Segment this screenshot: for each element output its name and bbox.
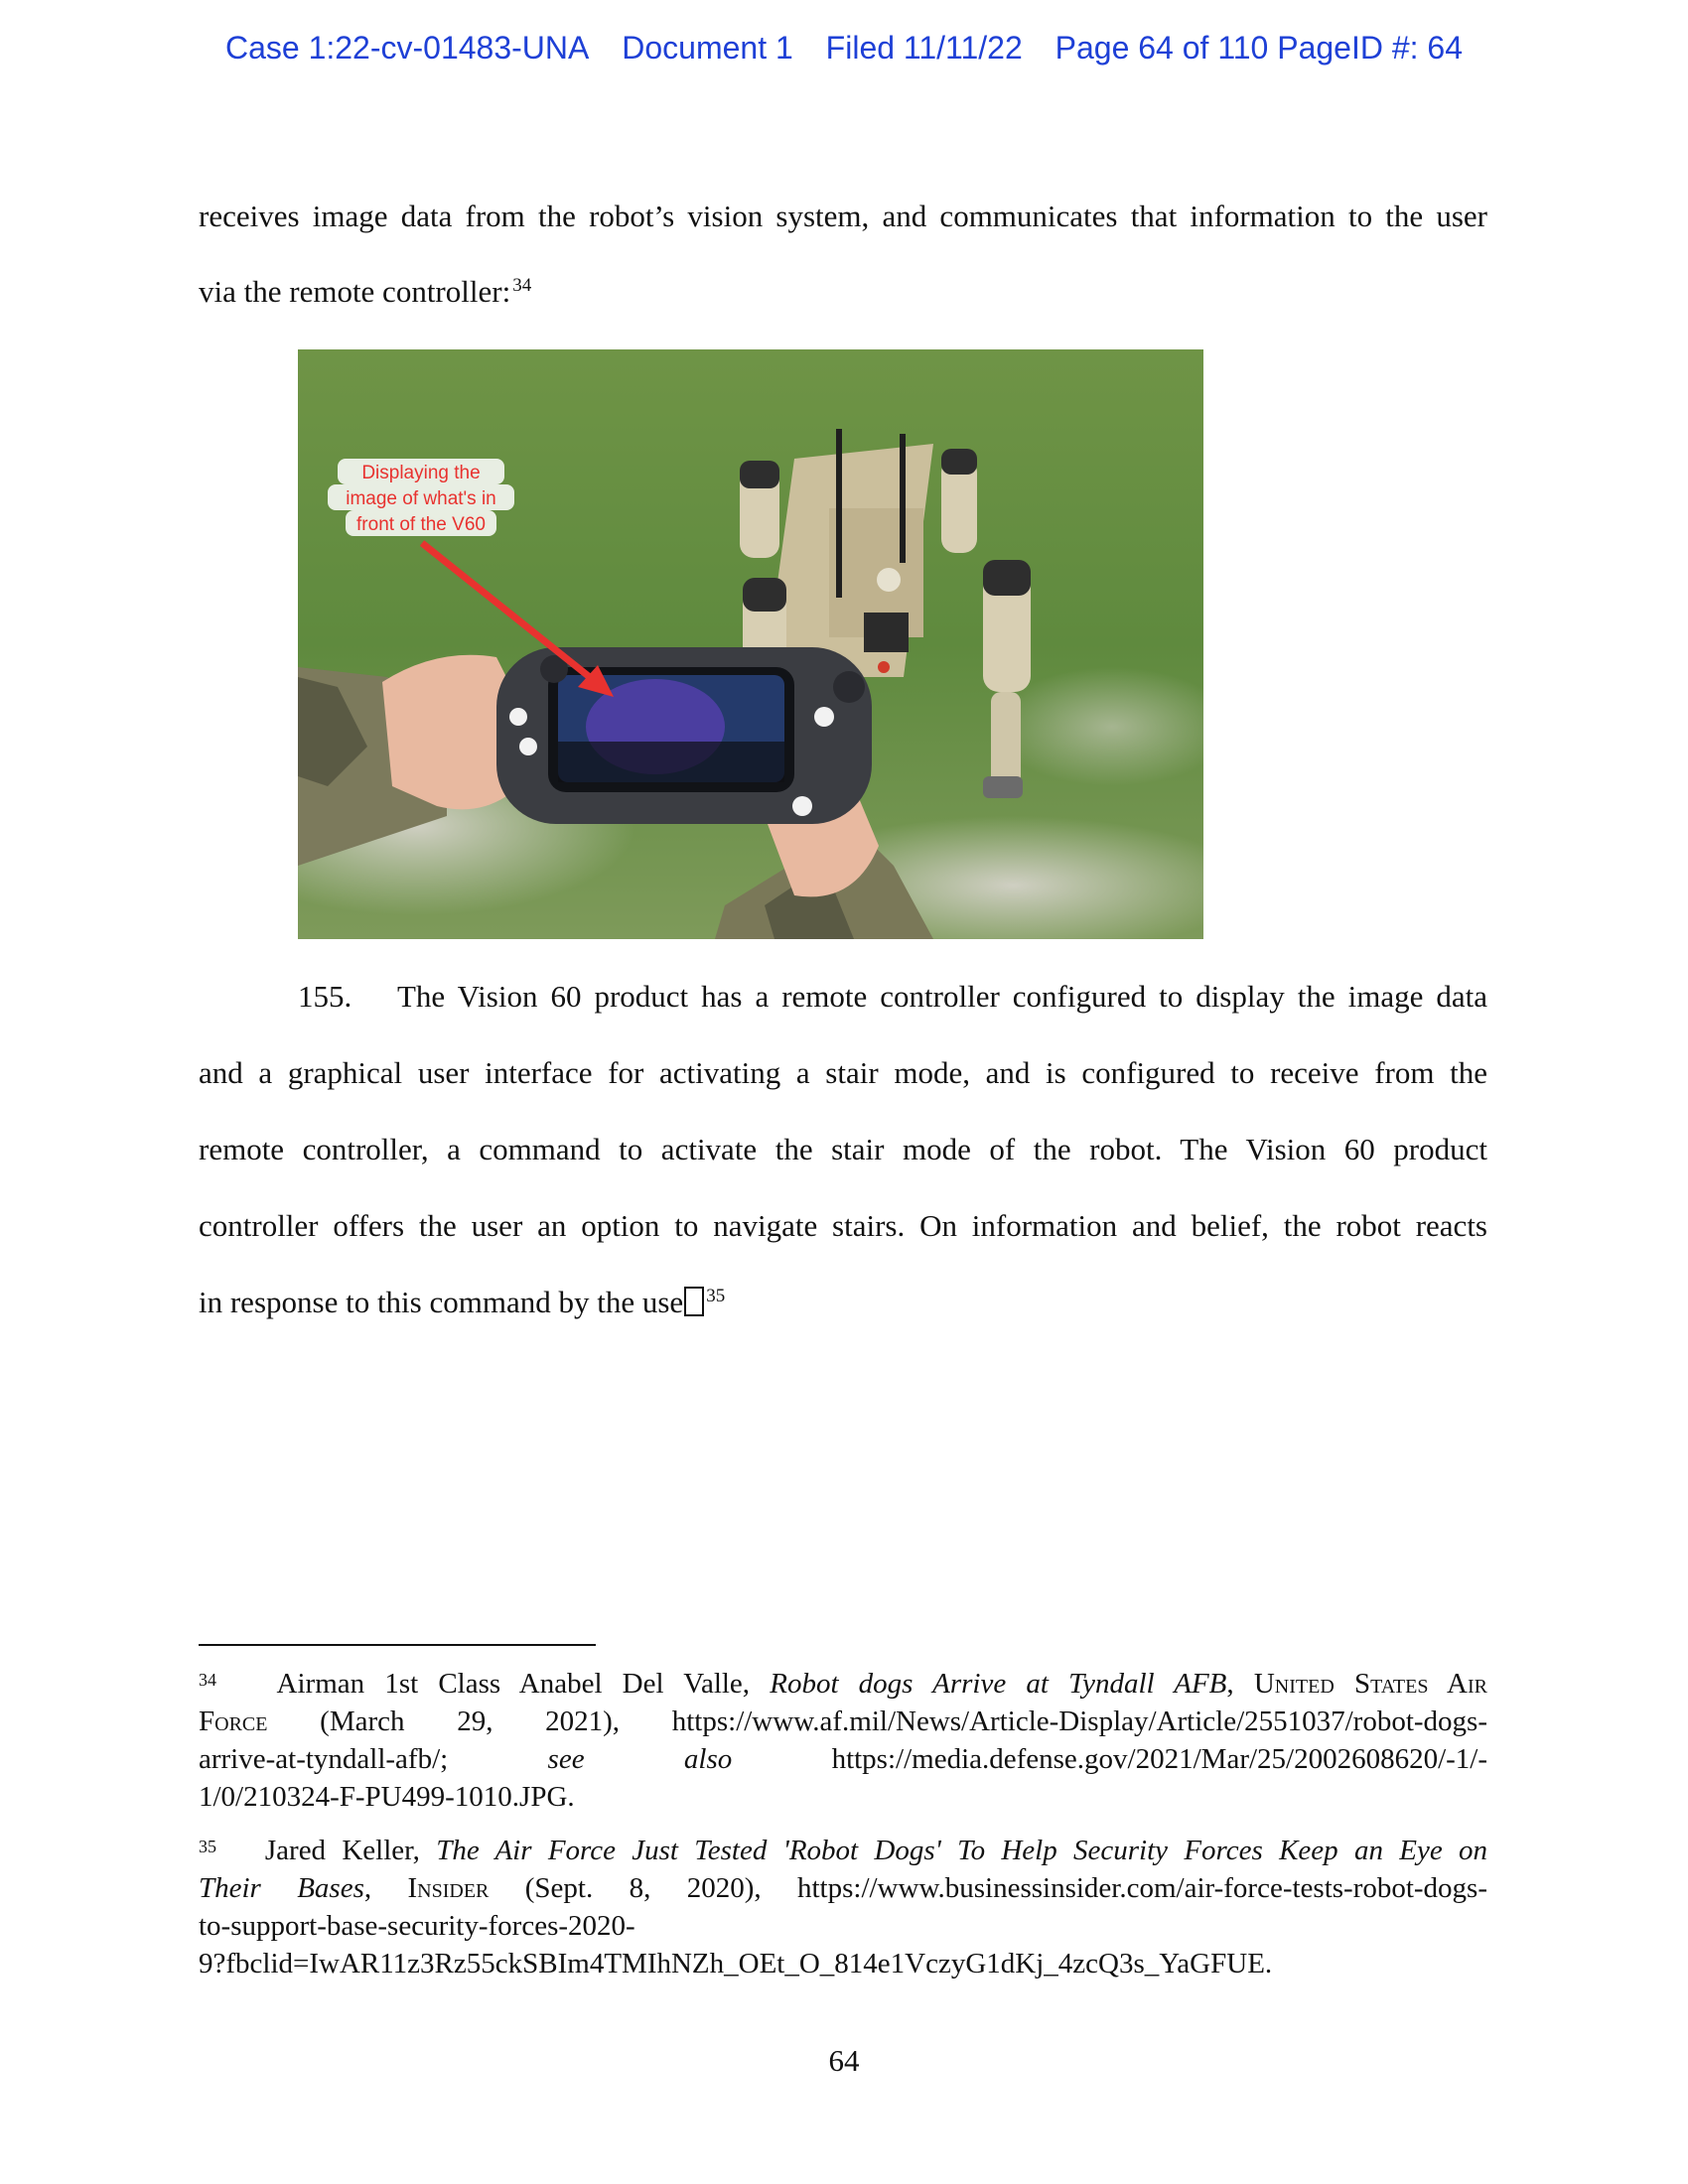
footnote-35-title-cont: Their Bases bbox=[199, 1872, 364, 1904]
missing-glyph-box bbox=[684, 1287, 704, 1316]
footnote-35-url[interactable]: (Sept. 8, 2020), https://www.businessinsider.com/air-force-tests-robot-dogs- bbox=[489, 1872, 1488, 1904]
footnote-34-also: also bbox=[683, 1743, 733, 1775]
footnote-34-line-1 bbox=[199, 1666, 1487, 1702]
footnote-34-title: Robot dogs Arrive at Tyndall AFB bbox=[770, 1668, 1227, 1700]
paragraph-155-line-4: controller offers the user an option to navigate stairs. On information and belief, the robot reacts bbox=[199, 1208, 1487, 1243]
paragraph-155-line-3: remote controller, a command to activate the stair mode of the robot. The Vision 60 product bbox=[199, 1132, 1487, 1166]
intro-line-1: receives image data from the robot’s vision system, and communicates that information to the user bbox=[199, 199, 1487, 233]
footnote-34-url-1-cont[interactable]: arrive-at-tyndall-afb/; bbox=[199, 1743, 449, 1775]
footnote-35-number: 35 bbox=[199, 1837, 216, 1856]
page-id: Page 64 of 110 PageID #: 64 bbox=[1055, 30, 1464, 66]
footnote-34-line-4[interactable]: 1/0/210324-F-PU499-1010.JPG. bbox=[199, 1781, 575, 1813]
footnote-34-number: 34 bbox=[199, 1670, 216, 1690]
footnote-34-line-2 bbox=[199, 1704, 1487, 1739]
case-number: Case 1:22-cv-01483-UNA bbox=[224, 30, 590, 66]
remote-controller bbox=[496, 647, 872, 824]
footnote-35-title: The Air Force Just Tested 'Robot Dogs' To Help Security Forces Keep an Eye on bbox=[436, 1835, 1487, 1866]
annotation-line-3: front of the V60 bbox=[356, 514, 486, 535]
footnote-34-author: Airman 1st Class Anabel Del Valle, bbox=[276, 1668, 771, 1700]
paragraph-155-line-1 bbox=[199, 979, 1487, 1015]
footnote-34-line-3 bbox=[199, 1741, 1487, 1777]
footnote-ref-35[interactable]: 35 bbox=[706, 1286, 726, 1306]
document-number: Document 1 bbox=[622, 30, 793, 66]
paragraph-number: 155. bbox=[298, 979, 352, 1014]
footnote-ref-34[interactable]: 34 bbox=[512, 275, 532, 296]
footnote-34-publisher: United States Air bbox=[1253, 1668, 1487, 1700]
page-number: 64 bbox=[828, 2043, 860, 2078]
footnote-34-url-1[interactable]: (March 29, 2021), https://www.af.mil/News/Article-Display/Article/2551037/robot-dogs- bbox=[267, 1706, 1487, 1737]
robot-controller-photo bbox=[298, 349, 1203, 939]
footnote-34-url-2[interactable]: https://media.defense.gov/2021/Mar/25/2002608620/-1/- bbox=[831, 1743, 1488, 1775]
footnote-separator bbox=[199, 1644, 596, 1646]
footnote-35-line-4[interactable]: 9?fbclid=IwAR11z3Rz55ckSBIm4TMIhNZh_OEt_O_814e1VczyG1dKj_4zcQ3s_YaGFUE. bbox=[199, 1948, 1273, 1979]
footnote-35-line-1 bbox=[199, 1833, 1487, 1868]
case-header bbox=[0, 30, 1688, 67]
paragraph-155-text-1: The Vision 60 product has a remote controller configured to display the image data bbox=[397, 979, 1487, 1014]
footnote-35-sep: , bbox=[363, 1872, 408, 1904]
intro-line-2 bbox=[199, 274, 1487, 310]
footnote-35-publisher: Insider bbox=[407, 1872, 490, 1904]
annotation-line-1: Displaying the bbox=[361, 463, 481, 483]
footnote-35-line-2 bbox=[199, 1870, 1487, 1906]
footnote-34-see: see bbox=[547, 1743, 585, 1775]
footnote-34-publisher-cont: Force bbox=[199, 1706, 268, 1737]
annotation-line-2: image of what's in bbox=[346, 488, 496, 509]
footnote-35-author: Jared Keller, bbox=[264, 1835, 437, 1866]
paragraph-155-line-5 bbox=[199, 1285, 1487, 1320]
intro-line-2-text: via the remote controller: bbox=[199, 274, 511, 309]
paragraph-155-text-5: in response to this command by the use bbox=[199, 1285, 684, 1319]
footnote-34-sep: , bbox=[1226, 1668, 1254, 1700]
filed-date: Filed 11/11/22 bbox=[825, 30, 1023, 66]
footnote-35-line-3[interactable]: to-support-base-security-forces-2020- bbox=[199, 1910, 635, 1942]
paragraph-155-line-2: and a graphical user interface for activating a stair mode, and is configured to receive from the bbox=[199, 1055, 1487, 1090]
